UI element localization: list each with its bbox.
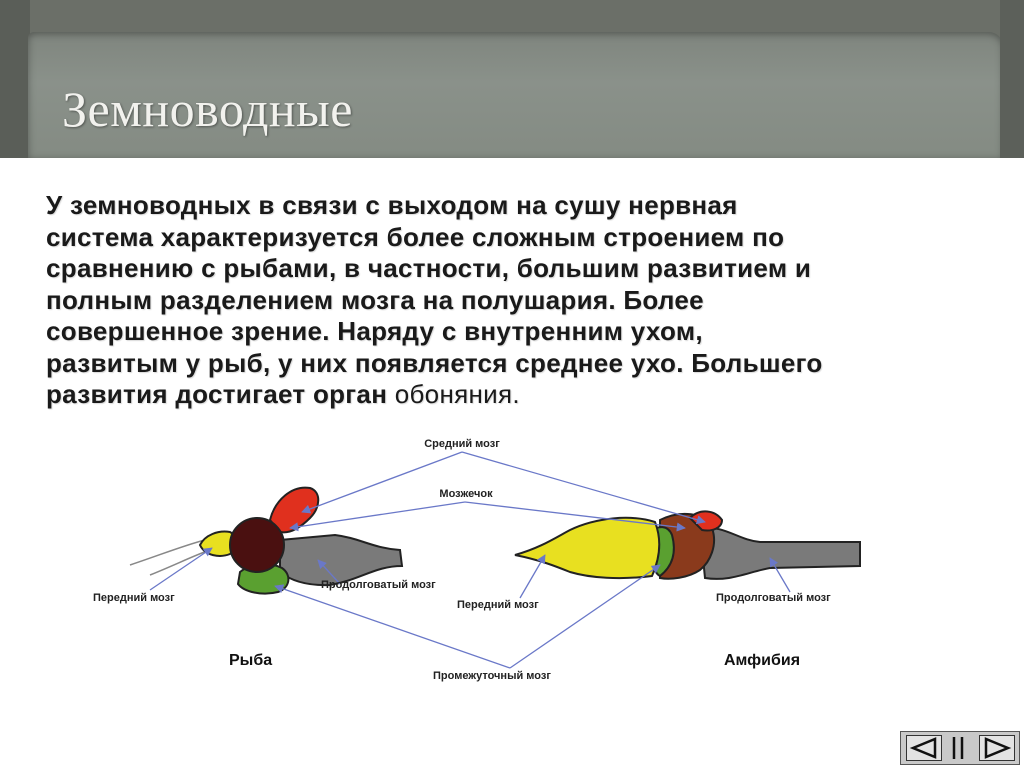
body-line: сравнению с рыбами, в частности, большим развитием и: [46, 253, 812, 283]
navigation-divider: [948, 735, 972, 761]
amph-medulla: [700, 528, 860, 579]
body-line-last-bold: развития достигает орган: [46, 379, 388, 409]
label-midbrain: Средний мозг: [424, 438, 500, 450]
body-line: развитым у рыб, у них появляется среднее ухо. Большего: [46, 347, 823, 378]
slide-title: Земноводные: [62, 81, 353, 137]
fish-cerebellum: [230, 518, 284, 572]
fish-spinal-nerve: [150, 550, 210, 575]
label-forebrain-amph: Передний мозг: [457, 599, 539, 611]
label-medulla-amph: Продолговатый мозг: [716, 592, 831, 604]
pointer-diencephalon-amph: [510, 565, 660, 668]
label-diencephalon: Промежуточный мозг: [433, 670, 551, 682]
pointer-cerebellum-amph: [465, 502, 685, 528]
body-line: У земноводных в связи с выходом на сушу нервная: [46, 190, 738, 220]
body-line: совершенное зрение. Наряду с внутренним ухом,: [46, 316, 703, 346]
next-slide-button[interactable]: [979, 735, 1015, 761]
label-forebrain-fish: Передний мозг: [93, 592, 175, 604]
label-medulla-fish: Продолговатый мозг: [321, 579, 436, 591]
pointer-midbrain-fish: [302, 452, 462, 512]
slide-navigation: [900, 731, 1020, 765]
body-line: система характеризуется более сложным строением по: [46, 221, 785, 252]
triangle-left-icon: [907, 736, 941, 760]
fish-spinal-nerve: [130, 540, 205, 565]
label-cerebellum: Мозжечок: [439, 488, 493, 500]
previous-slide-button[interactable]: [906, 735, 942, 761]
caption-amphibian: Амфибия: [724, 652, 801, 669]
triangle-right-icon: [980, 736, 1014, 760]
caption-fish: Рыба: [229, 652, 273, 669]
body-line-last-light: обоняния.: [394, 379, 520, 409]
pointer-forebrain-amph: [520, 555, 545, 598]
body-line: полным разделением мозга на полушария. Более: [46, 284, 704, 315]
fish-brain-illustration: [130, 488, 402, 594]
pointer-midbrain-amph: [462, 452, 705, 522]
fish-medulla: [280, 535, 402, 585]
amphibian-brain-illustration: [515, 511, 860, 579]
